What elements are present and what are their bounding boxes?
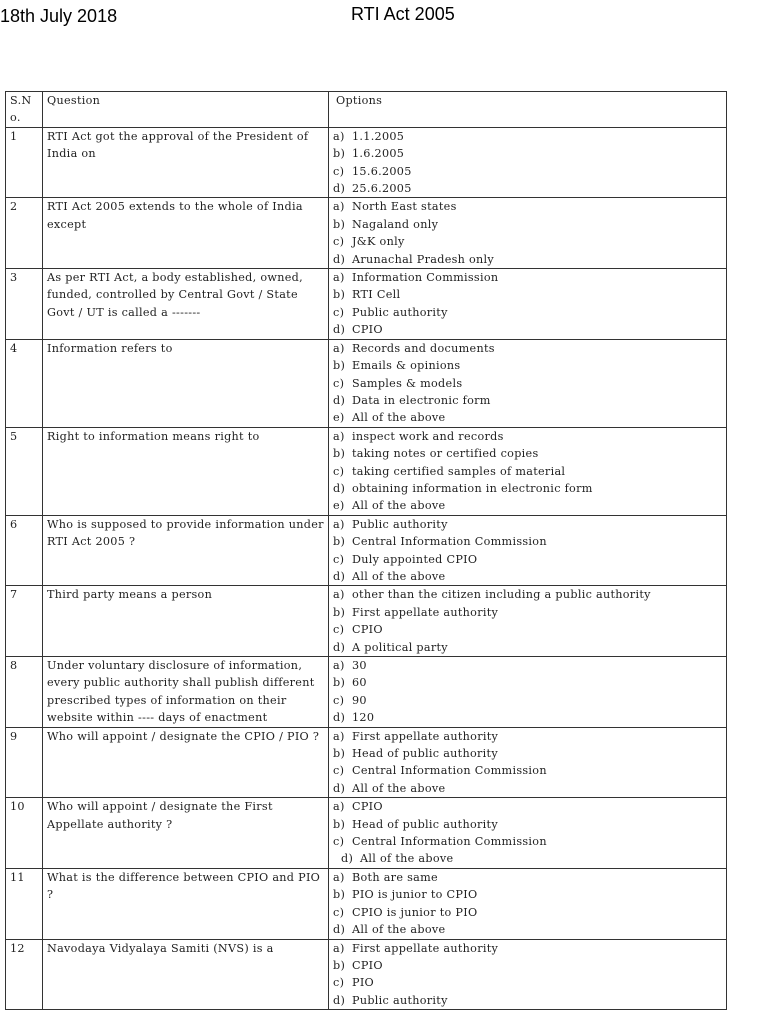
option-item bbox=[333, 816, 722, 833]
option-item bbox=[333, 480, 722, 497]
option-letter: b) bbox=[333, 217, 346, 231]
option-item bbox=[333, 850, 722, 867]
option-text: Emails & opinions bbox=[352, 359, 461, 373]
question-text: Who will appoint / designate the CPIO / PIO ? bbox=[43, 727, 329, 798]
table-row bbox=[6, 269, 727, 340]
option-text: CPIO bbox=[352, 623, 383, 637]
options-list bbox=[329, 939, 727, 1010]
table-header-row bbox=[6, 92, 727, 128]
option-text: Records and documents bbox=[352, 341, 495, 355]
option-text: Duly appointed CPIO bbox=[352, 552, 478, 566]
option-letter: d) bbox=[341, 852, 354, 866]
option-text: obtaining information in electronic form bbox=[352, 481, 593, 495]
option-text: Nagaland only bbox=[352, 217, 439, 231]
option-text: 30 bbox=[352, 659, 367, 672]
option-item bbox=[333, 639, 722, 656]
serial-number: 1 bbox=[6, 127, 43, 198]
document-date: 18th July 2018 bbox=[0, 6, 118, 26]
options-list bbox=[329, 269, 727, 340]
option-item bbox=[333, 551, 722, 568]
option-letter: b) bbox=[333, 288, 346, 302]
table-row bbox=[6, 339, 727, 427]
serial-number: 10 bbox=[6, 798, 43, 869]
option-text: PIO bbox=[352, 976, 375, 990]
serial-number: 7 bbox=[6, 586, 43, 657]
serial-number: 6 bbox=[6, 515, 43, 586]
options-list bbox=[329, 798, 727, 869]
table-row bbox=[6, 939, 727, 1010]
option-item bbox=[333, 180, 722, 197]
option-item bbox=[333, 657, 722, 674]
question-table bbox=[5, 91, 727, 1010]
question-text: Information refers to bbox=[43, 339, 329, 427]
option-text: other than the citizen including a public authority bbox=[352, 588, 651, 602]
option-letter: a) bbox=[333, 941, 345, 955]
table-row bbox=[6, 427, 727, 515]
option-letter: d) bbox=[333, 640, 346, 654]
option-letter: c) bbox=[333, 235, 345, 249]
question-text: Who is supposed to provide information under RTI Act 2005 ? bbox=[43, 515, 329, 586]
options-list bbox=[329, 868, 727, 939]
option-letter: a) bbox=[333, 588, 345, 602]
option-text: All of the above bbox=[352, 499, 446, 513]
table-row bbox=[6, 727, 727, 798]
option-text: All of the above bbox=[352, 923, 446, 937]
option-item bbox=[333, 798, 722, 815]
options-list bbox=[329, 657, 727, 728]
option-text: PIO is junior to CPIO bbox=[352, 888, 478, 902]
option-item bbox=[333, 728, 722, 745]
serial-number: 9 bbox=[6, 727, 43, 798]
question-text: Third party means a person bbox=[43, 586, 329, 657]
option-item bbox=[333, 286, 722, 303]
option-text: Arunachal Pradesh only bbox=[352, 252, 495, 266]
option-text: 90 bbox=[352, 693, 367, 707]
option-letter: e) bbox=[333, 411, 345, 425]
option-text: All of the above bbox=[352, 569, 446, 583]
option-letter: a) bbox=[333, 729, 345, 743]
option-item bbox=[333, 568, 722, 585]
option-item bbox=[333, 586, 722, 603]
sno-header-line1: S.N bbox=[10, 94, 32, 107]
option-text: North East states bbox=[352, 200, 457, 214]
option-text: 1.6.2005 bbox=[352, 147, 405, 161]
option-letter: a) bbox=[333, 200, 345, 214]
option-item bbox=[333, 674, 722, 691]
option-letter: b) bbox=[333, 359, 346, 373]
option-letter: b) bbox=[333, 888, 346, 902]
option-text: 1.1.2005 bbox=[352, 129, 405, 143]
question-column-header: Question bbox=[43, 92, 329, 128]
option-letter: b) bbox=[333, 535, 346, 549]
options-column-header: Options bbox=[329, 92, 727, 128]
question-text: Navodaya Vidyalaya Samiti (NVS) is a bbox=[43, 939, 329, 1010]
option-text: 25.6.2005 bbox=[352, 182, 412, 196]
option-letter: c) bbox=[333, 464, 345, 478]
option-item bbox=[333, 321, 722, 338]
serial-number: 11 bbox=[6, 868, 43, 939]
option-text: Public authority bbox=[352, 305, 448, 319]
option-item bbox=[333, 780, 722, 797]
option-item bbox=[333, 904, 722, 921]
option-letter: a) bbox=[333, 341, 345, 355]
serial-number: 8 bbox=[6, 657, 43, 728]
option-item bbox=[333, 833, 722, 850]
option-item bbox=[333, 974, 722, 991]
option-letter: d) bbox=[333, 481, 346, 495]
option-letter: d) bbox=[333, 711, 346, 725]
option-item bbox=[333, 692, 722, 709]
option-letter: c) bbox=[333, 552, 345, 566]
option-text: First appellate authority bbox=[352, 605, 499, 619]
option-text: First appellate authority bbox=[352, 729, 499, 743]
option-item bbox=[333, 375, 722, 392]
option-letter: a) bbox=[333, 429, 345, 443]
option-text: 60 bbox=[352, 676, 367, 690]
options-list bbox=[329, 198, 727, 269]
option-text: Data in electronic form bbox=[352, 393, 491, 407]
option-letter: c) bbox=[333, 164, 345, 178]
option-item bbox=[333, 516, 722, 533]
option-text: Samples & models bbox=[352, 376, 463, 390]
option-letter: c) bbox=[333, 835, 345, 849]
option-letter: d) bbox=[333, 252, 346, 266]
option-text: 15.6.2005 bbox=[352, 164, 412, 178]
option-letter: a) bbox=[333, 659, 345, 672]
option-letter: b) bbox=[333, 747, 346, 761]
option-text: Head of public authority bbox=[352, 747, 498, 761]
option-text: CPIO bbox=[352, 323, 383, 337]
question-text: Right to information means right to bbox=[43, 427, 329, 515]
question-text: As per RTI Act, a body established, owned, funded, controlled by Central Govt / State Govt / UT is called a ------- bbox=[43, 269, 329, 340]
option-text: taking notes or certified copies bbox=[352, 447, 539, 461]
option-letter: b) bbox=[333, 817, 346, 831]
question-text: What is the difference between CPIO and PIO ? bbox=[43, 868, 329, 939]
option-item bbox=[333, 233, 722, 250]
option-item bbox=[333, 921, 722, 938]
option-text: Information Commission bbox=[352, 271, 499, 285]
option-letter: a) bbox=[333, 800, 345, 814]
serial-number: 4 bbox=[6, 339, 43, 427]
option-letter: b) bbox=[333, 447, 346, 461]
option-letter: a) bbox=[333, 271, 345, 285]
option-text: Central Information Commission bbox=[352, 535, 547, 549]
option-letter: c) bbox=[333, 976, 345, 990]
option-item bbox=[333, 269, 722, 286]
option-item bbox=[333, 198, 722, 215]
option-letter: a) bbox=[333, 129, 345, 143]
options-list bbox=[329, 515, 727, 586]
serial-number: 2 bbox=[6, 198, 43, 269]
option-item bbox=[333, 145, 722, 162]
document-title: RTI Act 2005 bbox=[351, 4, 455, 24]
option-item bbox=[333, 869, 722, 886]
option-letter: b) bbox=[333, 676, 346, 690]
option-text: Both are same bbox=[352, 870, 438, 884]
option-text: Central Information Commission bbox=[352, 835, 547, 849]
question-rows bbox=[6, 127, 727, 1009]
option-text: All of the above bbox=[352, 411, 446, 425]
option-item bbox=[333, 886, 722, 903]
option-letter: c) bbox=[333, 376, 345, 390]
option-letter: d) bbox=[333, 393, 346, 407]
option-item bbox=[333, 251, 722, 268]
option-item bbox=[333, 497, 722, 514]
sno-column-header bbox=[6, 92, 43, 128]
option-text: CPIO bbox=[352, 800, 383, 814]
option-item bbox=[333, 304, 722, 321]
question-text: Who will appoint / designate the First Appellate authority ? bbox=[43, 798, 329, 869]
option-text: RTI Cell bbox=[352, 288, 401, 302]
option-item bbox=[333, 533, 722, 550]
option-item bbox=[333, 216, 722, 233]
option-letter: c) bbox=[333, 905, 345, 919]
option-item bbox=[333, 409, 722, 426]
option-item bbox=[333, 445, 722, 462]
option-letter: c) bbox=[333, 623, 345, 637]
question-text: Under voluntary disclosure of information, every public authority shall publish different prescribed types of information on their website within ---- days of enactment bbox=[43, 657, 329, 728]
options-list bbox=[329, 727, 727, 798]
option-letter: a) bbox=[333, 517, 345, 531]
question-text: RTI Act 2005 extends to the whole of India except bbox=[43, 198, 329, 269]
option-text: All of the above bbox=[360, 852, 454, 866]
options-list bbox=[329, 127, 727, 198]
option-item bbox=[333, 463, 722, 480]
option-item bbox=[333, 428, 722, 445]
option-item bbox=[333, 762, 722, 779]
option-letter: b) bbox=[333, 958, 346, 972]
serial-number: 12 bbox=[6, 939, 43, 1010]
option-item bbox=[333, 340, 722, 357]
option-letter: d) bbox=[333, 182, 346, 196]
option-letter: b) bbox=[333, 147, 346, 161]
option-letter: c) bbox=[333, 693, 345, 707]
option-text: A political party bbox=[352, 640, 448, 654]
option-text: Public authority bbox=[352, 517, 448, 531]
options-list bbox=[329, 586, 727, 657]
option-letter: d) bbox=[333, 923, 346, 937]
option-item bbox=[333, 957, 722, 974]
option-text: Head of public authority bbox=[352, 817, 498, 831]
options-list bbox=[329, 339, 727, 427]
option-item bbox=[333, 621, 722, 638]
option-text: First appellate authority bbox=[352, 941, 499, 955]
option-item bbox=[333, 128, 722, 145]
table-row bbox=[6, 127, 727, 198]
option-letter: e) bbox=[333, 499, 345, 513]
sno-header-line2: o. bbox=[10, 111, 21, 125]
question-text: RTI Act got the approval of the President of India on bbox=[43, 127, 329, 198]
option-letter: b) bbox=[333, 605, 346, 619]
option-text: CPIO is junior to PIO bbox=[352, 905, 478, 919]
option-text: J&K only bbox=[352, 235, 405, 249]
option-letter: a) bbox=[333, 870, 345, 884]
serial-number: 5 bbox=[6, 427, 43, 515]
option-item bbox=[333, 745, 722, 762]
option-text: inspect work and records bbox=[352, 429, 504, 443]
option-item bbox=[333, 940, 722, 957]
option-letter: c) bbox=[333, 305, 345, 319]
option-letter: d) bbox=[333, 323, 346, 337]
table-row bbox=[6, 198, 727, 269]
option-letter: d) bbox=[333, 569, 346, 583]
option-letter: d) bbox=[333, 993, 346, 1007]
option-item bbox=[333, 709, 722, 726]
option-item bbox=[333, 392, 722, 409]
option-item bbox=[333, 992, 722, 1009]
option-text: taking certified samples of material bbox=[352, 464, 566, 478]
option-letter: c) bbox=[333, 764, 345, 778]
serial-number: 3 bbox=[6, 269, 43, 340]
table-row bbox=[6, 798, 727, 869]
option-text: CPIO bbox=[352, 958, 383, 972]
table-row bbox=[6, 868, 727, 939]
option-text: 120 bbox=[352, 711, 375, 725]
option-text: Central Information Commission bbox=[352, 764, 547, 778]
table-row bbox=[6, 657, 727, 728]
option-item bbox=[333, 604, 722, 621]
option-text: All of the above bbox=[352, 781, 446, 795]
option-text: Public authority bbox=[352, 993, 448, 1007]
table-row bbox=[6, 515, 727, 586]
option-item bbox=[333, 357, 722, 374]
option-letter: d) bbox=[333, 781, 346, 795]
option-item bbox=[333, 163, 722, 180]
table-row bbox=[6, 586, 727, 657]
options-list bbox=[329, 427, 727, 515]
